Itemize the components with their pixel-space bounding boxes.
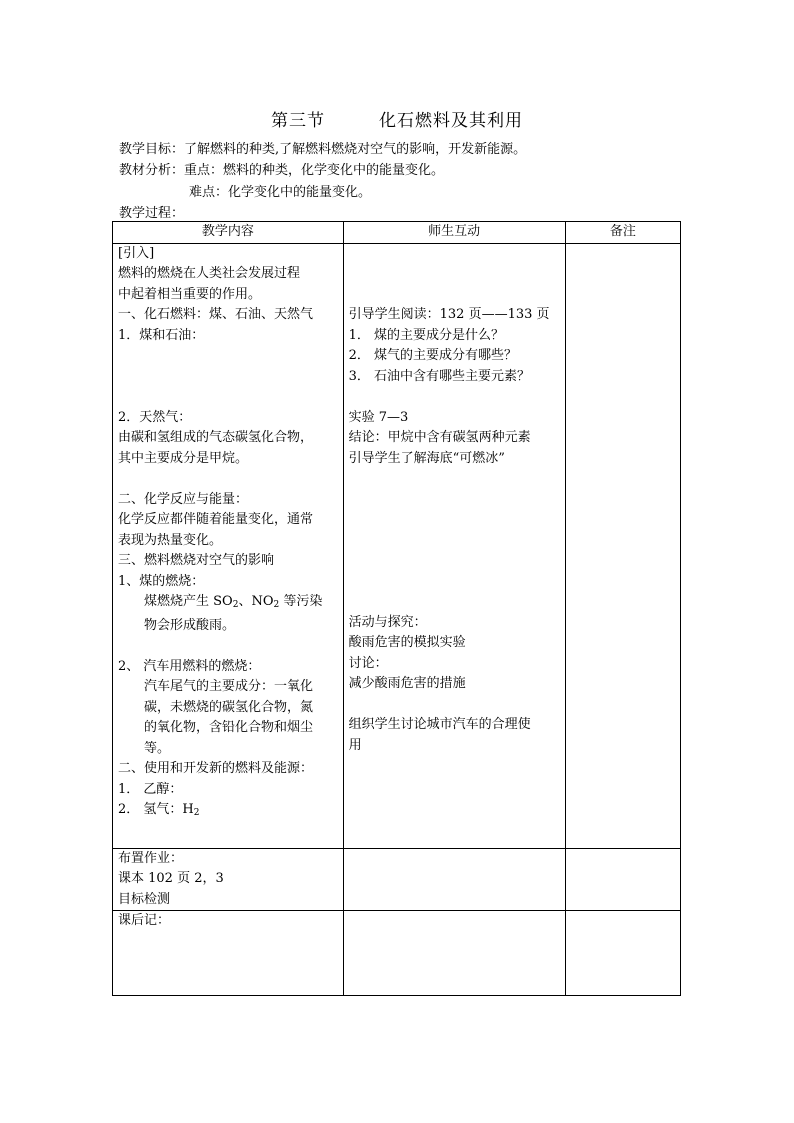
- afterclass-cell: [113, 911, 344, 996]
- interaction-line: 活动与探究：: [348, 614, 427, 630]
- content-line: 化学反应都伴随着能量变化，通常: [118, 512, 314, 527]
- content-line: 1． 乙醇：: [118, 781, 183, 797]
- interaction-cell: [343, 243, 565, 848]
- content-line: 三、燃料燃烧对空气的影响: [118, 553, 275, 568]
- homework-line: 布置作业：: [118, 850, 184, 866]
- content-line: 2．天然气：: [118, 409, 192, 425]
- content-line: 碳，未燃烧的碳氢化合物，氮: [144, 699, 314, 715]
- page-title: [0, 106, 794, 131]
- content-line: 一、化石燃料：煤、石油、天然气: [118, 307, 314, 322]
- section-number: 第三节: [271, 111, 325, 131]
- interaction-line: 酸雨危害的模拟实验: [348, 635, 466, 650]
- interaction-line: 结论：甲烷中含有碳氢两种元素: [348, 430, 531, 445]
- difficulty: 难点：化学变化中的能量变化。: [189, 185, 372, 200]
- content-line: 由碳和氢组成的气态碳氢化合物，: [118, 430, 314, 445]
- homework-line: 课本 102 页 2，3: [118, 871, 224, 886]
- interaction-line: 引导学生阅读：132 页——133 页: [348, 307, 550, 322]
- lesson-table: [112, 221, 681, 996]
- teaching-process-label: 教学过程：: [119, 206, 185, 221]
- content-line: 表现为热量变化。: [118, 532, 223, 548]
- interaction-line: 实验 7—3: [348, 409, 409, 425]
- content-line: 汽车尾气的主要成分：一氧化: [144, 679, 314, 694]
- content-line: 物会形成酸雨。: [144, 617, 236, 633]
- content-line: 2． 氢气：$H_2$: [118, 802, 200, 818]
- interaction-line: 减少酸雨危害的措施: [348, 676, 466, 691]
- content-line: 等。: [144, 740, 171, 756]
- content-line: 二、化学反应与能量：: [118, 491, 249, 507]
- homework-line: 目标检测: [118, 891, 171, 907]
- table-row-main: [113, 243, 681, 848]
- table-header-row: [113, 222, 681, 244]
- content-line: 二、使用和开发新的燃料及能源：: [118, 761, 314, 776]
- notes-cell: [565, 243, 680, 848]
- header-notes: 备注: [565, 222, 680, 244]
- content-line: 其中主要成分是甲烷。: [118, 450, 249, 466]
- material-analysis: 教材分析：重点：燃料的种类，化学变化中的能量变化。: [119, 163, 445, 178]
- interaction-line: 1． 煤的主要成分是什么？: [348, 327, 505, 343]
- interaction-line: 引导学生了解海底“可燃冰”: [348, 450, 505, 466]
- table-row-afterclass: [113, 911, 681, 996]
- interaction-line: 讨论：: [348, 655, 388, 671]
- table-row-homework: [113, 848, 681, 911]
- homework-cell: [113, 848, 344, 911]
- content-line: 燃料的燃烧在人类社会发展过程: [118, 266, 301, 281]
- interaction-line: 用: [348, 737, 362, 753]
- content-line: 2、 汽车用燃料的燃烧：: [118, 658, 261, 674]
- content-line: 的氧化物，含铅化合物和烟尘: [144, 720, 314, 735]
- interaction-line: 3． 石油中含有哪些主要元素？: [348, 368, 531, 384]
- section-name: 化石燃料及其利用: [379, 111, 523, 131]
- header-content: 教学内容: [113, 222, 344, 244]
- content-line: 煤燃烧产生 $SO_2$、$NO_2$ 等污染: [144, 594, 323, 610]
- interaction-line: 2． 煤气的主要成分有哪些？: [348, 348, 518, 363]
- afterclass-label: 课后记：: [118, 913, 171, 928]
- header-interaction: 师生互动: [343, 222, 565, 244]
- content-line: 1．煤和石油：: [118, 327, 205, 343]
- content-line: [引入]: [118, 245, 155, 261]
- content-cell: [113, 243, 344, 848]
- content-line: 1、煤的燃烧：: [118, 573, 205, 589]
- interaction-line: 组织学生讨论城市汽车的合理使: [348, 717, 531, 732]
- content-line: 中起着相当重要的作用。: [118, 286, 262, 302]
- teaching-goal: 教学目标：了解燃料的种类,了解燃料燃烧对空气的影响，开发新能源。: [119, 142, 527, 157]
